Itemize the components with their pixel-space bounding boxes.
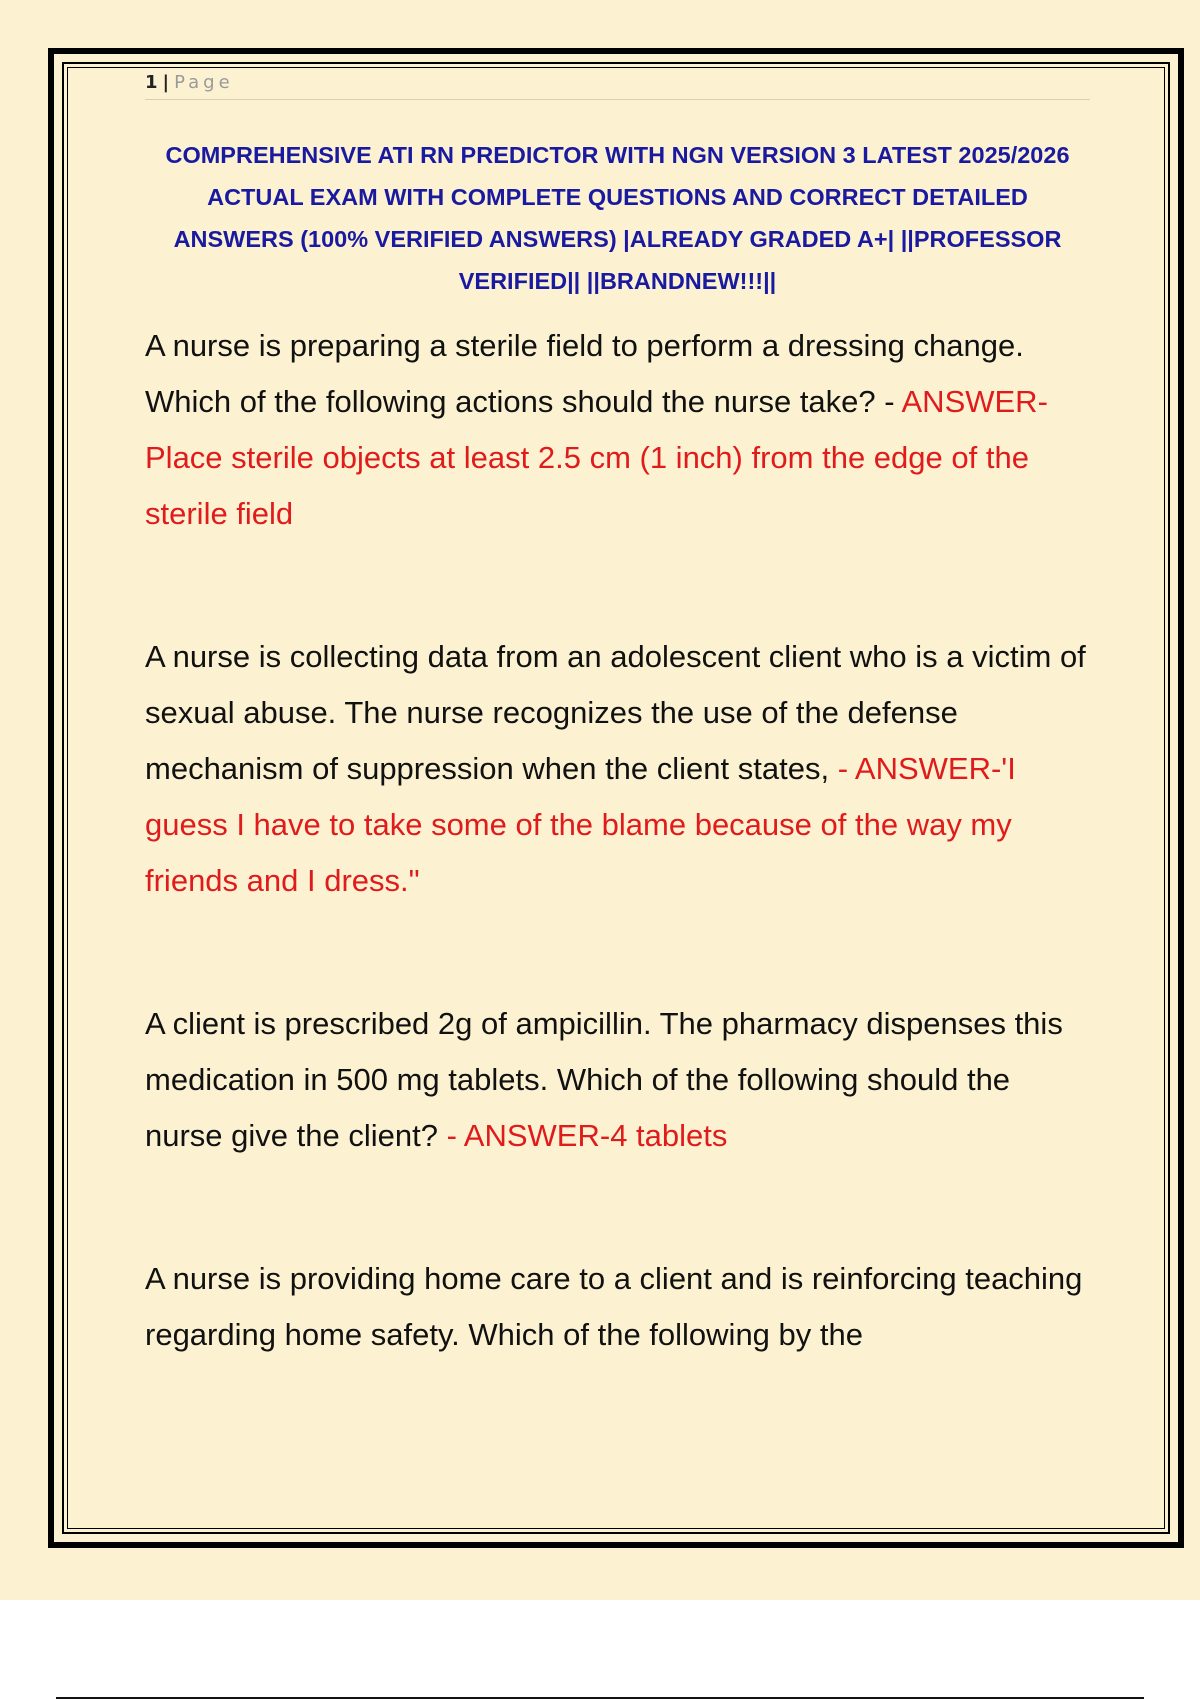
question-text: A client is prescribed 2g of ampicillin. The pharmacy dispenses this medication in 500 mg tablets. Which of the following should the nurse give the client? (145, 1006, 1063, 1153)
question-block (145, 318, 1090, 542)
page-number: 1 (145, 72, 159, 93)
page-header (145, 72, 1090, 100)
page-word: Page (174, 72, 234, 93)
footer-divider (56, 1697, 1144, 1699)
question-block (145, 996, 1090, 1164)
answer-text: - ANSWER-'I guess I have to take some of the blame because of the way my friends and I dress." (145, 751, 1016, 898)
page-content (145, 72, 1090, 1363)
question-text: A nurse is preparing a sterile field to perform a dressing change. Which of the following actions should the nurse take? - (145, 328, 1024, 419)
answer-text: - ANSWER-4 tablets (446, 1118, 728, 1153)
question-block (145, 629, 1090, 909)
document-title: COMPREHENSIVE ATI RN PREDICTOR WITH NGN VERSION 3 LATEST 2025/2026 ACTUAL EXAM WITH COMPLETE QUESTIONS AND CORRECT DETAILED ANSWERS (100% VERIFIED ANSWERS) |ALREADY GRADED A+| ||PROFESSOR VERIFIED|| ||BRANDNEW!!!|| (165, 142, 1070, 294)
answer-text: ANSWER- Place sterile objects at least 2.5 cm (1 inch) from the edge of the sterile field (145, 384, 1048, 531)
question-text: A nurse is collecting data from an adolescent client who is a victim of sexual abuse. The nurse recognizes the use of the defense mechanism of suppression when the client states, (145, 639, 1086, 786)
page-separator: | (162, 72, 171, 93)
question-block (145, 1251, 1090, 1363)
question-text: A nurse is providing home care to a client and is reinforcing teaching regarding home safety. Which of the following by the (145, 1261, 1083, 1352)
